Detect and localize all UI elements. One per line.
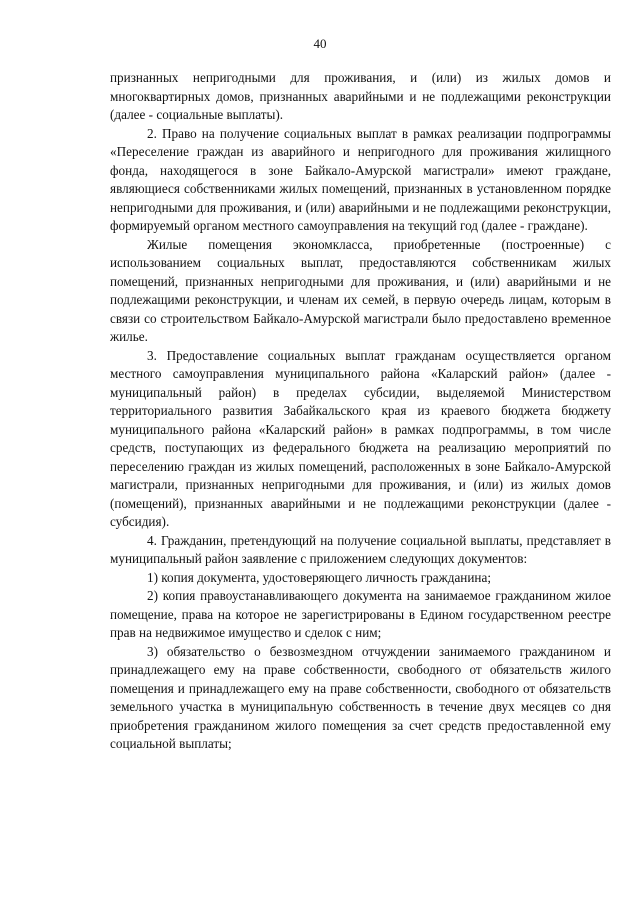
paragraph-item-3: 3. Предоставление социальных выплат гражданам осуществляется органом местного самоуправления муниципального района «Каларский район» (далее - муниципальный район) в пределах субсидии, выделяемой Министерством территориального развития Забайкальского края из краевого бюджета бюджету муниципального района «Каларский район» в рамках подпрограммы, в том числе средств, поступающих из федерального бюджета на реализацию мероприятий по переселению граждан из жилых помещений, расположенных в зоне Байкало-Амурской магистрали, признанных непригодными для проживания, и (или) из жилых домов (помещений), признанных аварийными и не подлежащими реконструкции (далее - субсидия). [110, 347, 611, 529]
paragraph-housing-economy-class: Жилые помещения экономкласса, приобретенные (построенные) с использованием социальных выплат, предоставляются собственникам жилых помещений, признанных непригодными для проживания, и (или) аварийными и не подлежащими реконструкции, и членам их семей, в первую очередь лицам, которым в связи со строительством Байкало-Амурской магистрали было предоставлено временное жилье. [110, 236, 611, 344]
paragraph-item-2: 2. Право на получение социальных выплат в рамках реализации подпрограммы «Переселение граждан из аварийного и непригодного для проживания жилищного фонда, находящегося в зоне Байкало-Амурской магистрали» имеют граждане, являющиеся собственниками жилых помещений, признанных в установленном порядке непригодными для проживания, и (или) аварийными и не подлежащими реконструкции, формируемый органом местного самоуправления на текущий год (далее - граждане). [110, 125, 611, 233]
paragraph-item-4: 4. Гражданин, претендующий на получение социальной выплаты, представляет в муниципальный район заявление с приложением следующих документов: [110, 532, 611, 566]
list-item-3: 3) обязательство о безвозмездном отчуждении занимаемого гражданином и принадлежащего ему на праве собственности, свободного от обязательств жилого помещения и принадлежащего ему на праве собственности, свободного от обязательств земельного участка в муниципальную собственность в течение двух месяцев со дня приобретения гражданином жилого помещения за счет средств предоставленной ему социальной выплаты; [110, 643, 611, 751]
list-item-2: 2) копия правоустанавливающего документа на занимаемое гражданином жилое помещение, права на которое не зарегистрированы в Едином государственном реестре прав на недвижимое имущество и сделок с ним; [110, 588, 611, 640]
page-number: 40 [313, 36, 327, 51]
paragraph-continuation: признанных непригодными для проживания, и (или) из жилых домов и многоквартирных домов, признанных аварийными и не подлежащими реконструкции (далее - социальные выплаты). [110, 70, 611, 122]
document-body [110, 69, 611, 754]
list-item-1: 1) копия документа, удостоверяющего личность гражданина; [147, 569, 491, 585]
